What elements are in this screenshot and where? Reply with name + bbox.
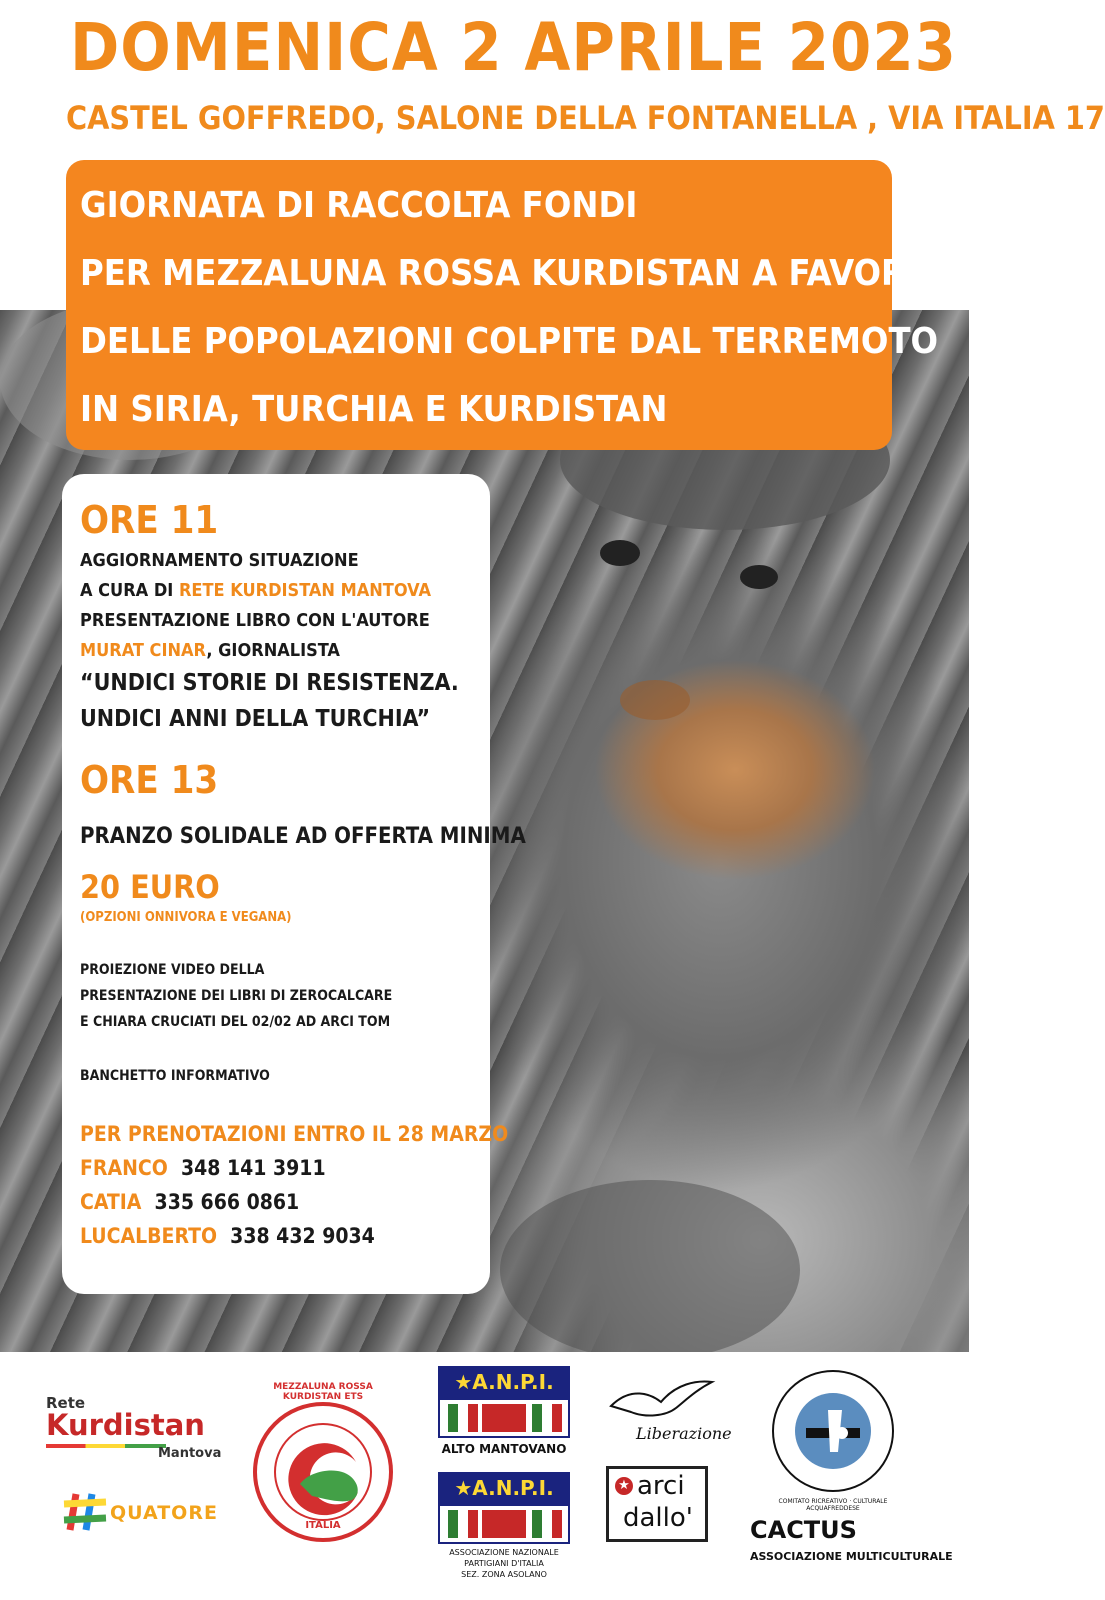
fundraiser-banner xyxy=(66,160,939,450)
banner-line-1: GIORNATA DI RACCOLTA FONDI xyxy=(80,185,638,226)
anpi-bottom-caption-3: SEZ. ZONA ASOLANO xyxy=(461,1570,547,1579)
contact-row xyxy=(80,1224,375,1248)
quatore-logo xyxy=(62,1490,222,1530)
program-card xyxy=(62,474,526,1294)
anpi-top-caption: ALTO MANTOVANO xyxy=(441,1442,567,1456)
contact-name: LUCALBERTO xyxy=(80,1224,218,1248)
lunch-line: PRANZO SOLIDALE AD OFFERTA MINIMA xyxy=(80,824,526,849)
curator-name: RETE KURDISTAN MANTOVA xyxy=(178,580,431,601)
banner-line-4: IN SIRIA, TURCHIA E KURDISTAN xyxy=(80,389,668,430)
contact-name: FRANCO xyxy=(80,1156,168,1180)
comitato-ring-text: COMITATO RICREATIVO · CULTURALE ACQUAFREDDESE xyxy=(778,1498,888,1512)
contact-phone[interactable]: 338 432 9034 xyxy=(230,1224,375,1248)
banner-line-2: PER MEZZALUNA ROSSA KURDISTAN A FAVORE xyxy=(80,253,929,294)
author-line xyxy=(80,640,340,661)
time-11: ORE 11 xyxy=(80,498,219,542)
book-presentation-line: PRESENTAZIONE LIBRO CON L'AUTORE xyxy=(80,610,430,631)
event-venue: CASTEL GOFFREDO, SALONE DELLA FONTANELLA , VIA ITALIA 17 xyxy=(66,99,1105,137)
anpi-asolano-logo xyxy=(438,1472,570,1600)
rete-flag-stripes xyxy=(46,1444,166,1448)
sponsor-logos xyxy=(0,1352,969,1600)
arci-dallo-logo xyxy=(606,1466,708,1542)
contact-phone[interactable]: 335 666 0861 xyxy=(154,1190,300,1214)
anpi-bottom-flag xyxy=(438,1504,570,1544)
price: 20 EURO xyxy=(80,868,220,906)
anpi-top-header: ★A.N.P.I. xyxy=(438,1366,570,1398)
menu-options: (OPZIONI ONNIVORA E VEGANA) xyxy=(80,910,292,925)
mezzaluna-italia: ITALIA xyxy=(305,1520,341,1531)
rete-kurdistan-wordmark: Kurdistan xyxy=(46,1408,205,1442)
contact-row xyxy=(80,1190,299,1214)
booking-deadline: PER PRENOTAZIONI ENTRO IL 28 MARZO xyxy=(80,1122,509,1146)
curated-by-line xyxy=(80,580,431,601)
anpi-bottom-header: ★A.N.P.I. xyxy=(438,1472,570,1504)
contact-row xyxy=(80,1156,326,1180)
video-line-2: PRESENTAZIONE DEI LIBRI DI ZEROCALCARE xyxy=(80,988,393,1004)
contact-phone[interactable]: 348 141 3911 xyxy=(180,1156,326,1180)
author-name: MURAT CINAR xyxy=(80,640,207,661)
rete-small-label: Rete xyxy=(46,1394,86,1412)
comitato-ricreativo-logo xyxy=(768,1366,898,1496)
anpi-top-flag xyxy=(438,1398,570,1438)
arci-label: arci xyxy=(637,1471,685,1501)
banner-line-3: DELLE POPOLAZIONI COLPITE DAL TERREMOTO xyxy=(80,321,939,362)
mezzaluna-ring-text: MEZZALUNA ROSSA KURDISTAN ETS xyxy=(273,1382,373,1402)
cactus-title: CACTUS xyxy=(750,1516,857,1544)
event-date-title: DOMENICA 2 APRILE 2023 xyxy=(70,9,957,86)
dove-icon xyxy=(606,1376,716,1426)
quatore-wordmark: QUATORE xyxy=(110,1502,218,1524)
book-title-line-2: UNDICI ANNI DELLA TURCHIA” xyxy=(80,706,431,732)
contact-name: CATIA xyxy=(80,1190,142,1214)
video-line-1: PROIEZIONE VIDEO DELLA xyxy=(80,962,265,978)
arci-star-icon: ★ xyxy=(615,1477,633,1495)
anpi-bottom-caption-2: PARTIGIANI D'ITALIA xyxy=(464,1559,544,1568)
info-stand: BANCHETTO INFORMATIVO xyxy=(80,1068,270,1084)
curated-by-prefix: A CURA DI xyxy=(80,580,179,601)
anpi-bottom-caption-1: ASSOCIAZIONE NAZIONALE xyxy=(449,1548,559,1557)
rete-city: Mantova xyxy=(158,1446,222,1461)
author-role: , GIORNALISTA xyxy=(206,640,340,661)
anpi-alto-mantovano-logo xyxy=(438,1366,570,1464)
book-title-line-1: “UNDICI STORIE DI RESISTENZA. xyxy=(80,670,459,696)
update-line: AGGIORNAMENTO SITUAZIONE xyxy=(80,550,359,571)
quatore-hash-icon xyxy=(62,1490,112,1534)
arci-dallo-label: dallo' xyxy=(623,1503,693,1533)
rete-kurdistan-logo xyxy=(46,1394,226,1464)
time-13: ORE 13 xyxy=(80,758,219,802)
video-line-3: E CHIARA CRUCIATI DEL 02/02 AD ARCI TOM xyxy=(80,1014,391,1030)
liberazione-text: Liberazione xyxy=(636,1424,732,1443)
cactus-subtitle: ASSOCIAZIONE MULTICULTURALE xyxy=(750,1550,953,1563)
